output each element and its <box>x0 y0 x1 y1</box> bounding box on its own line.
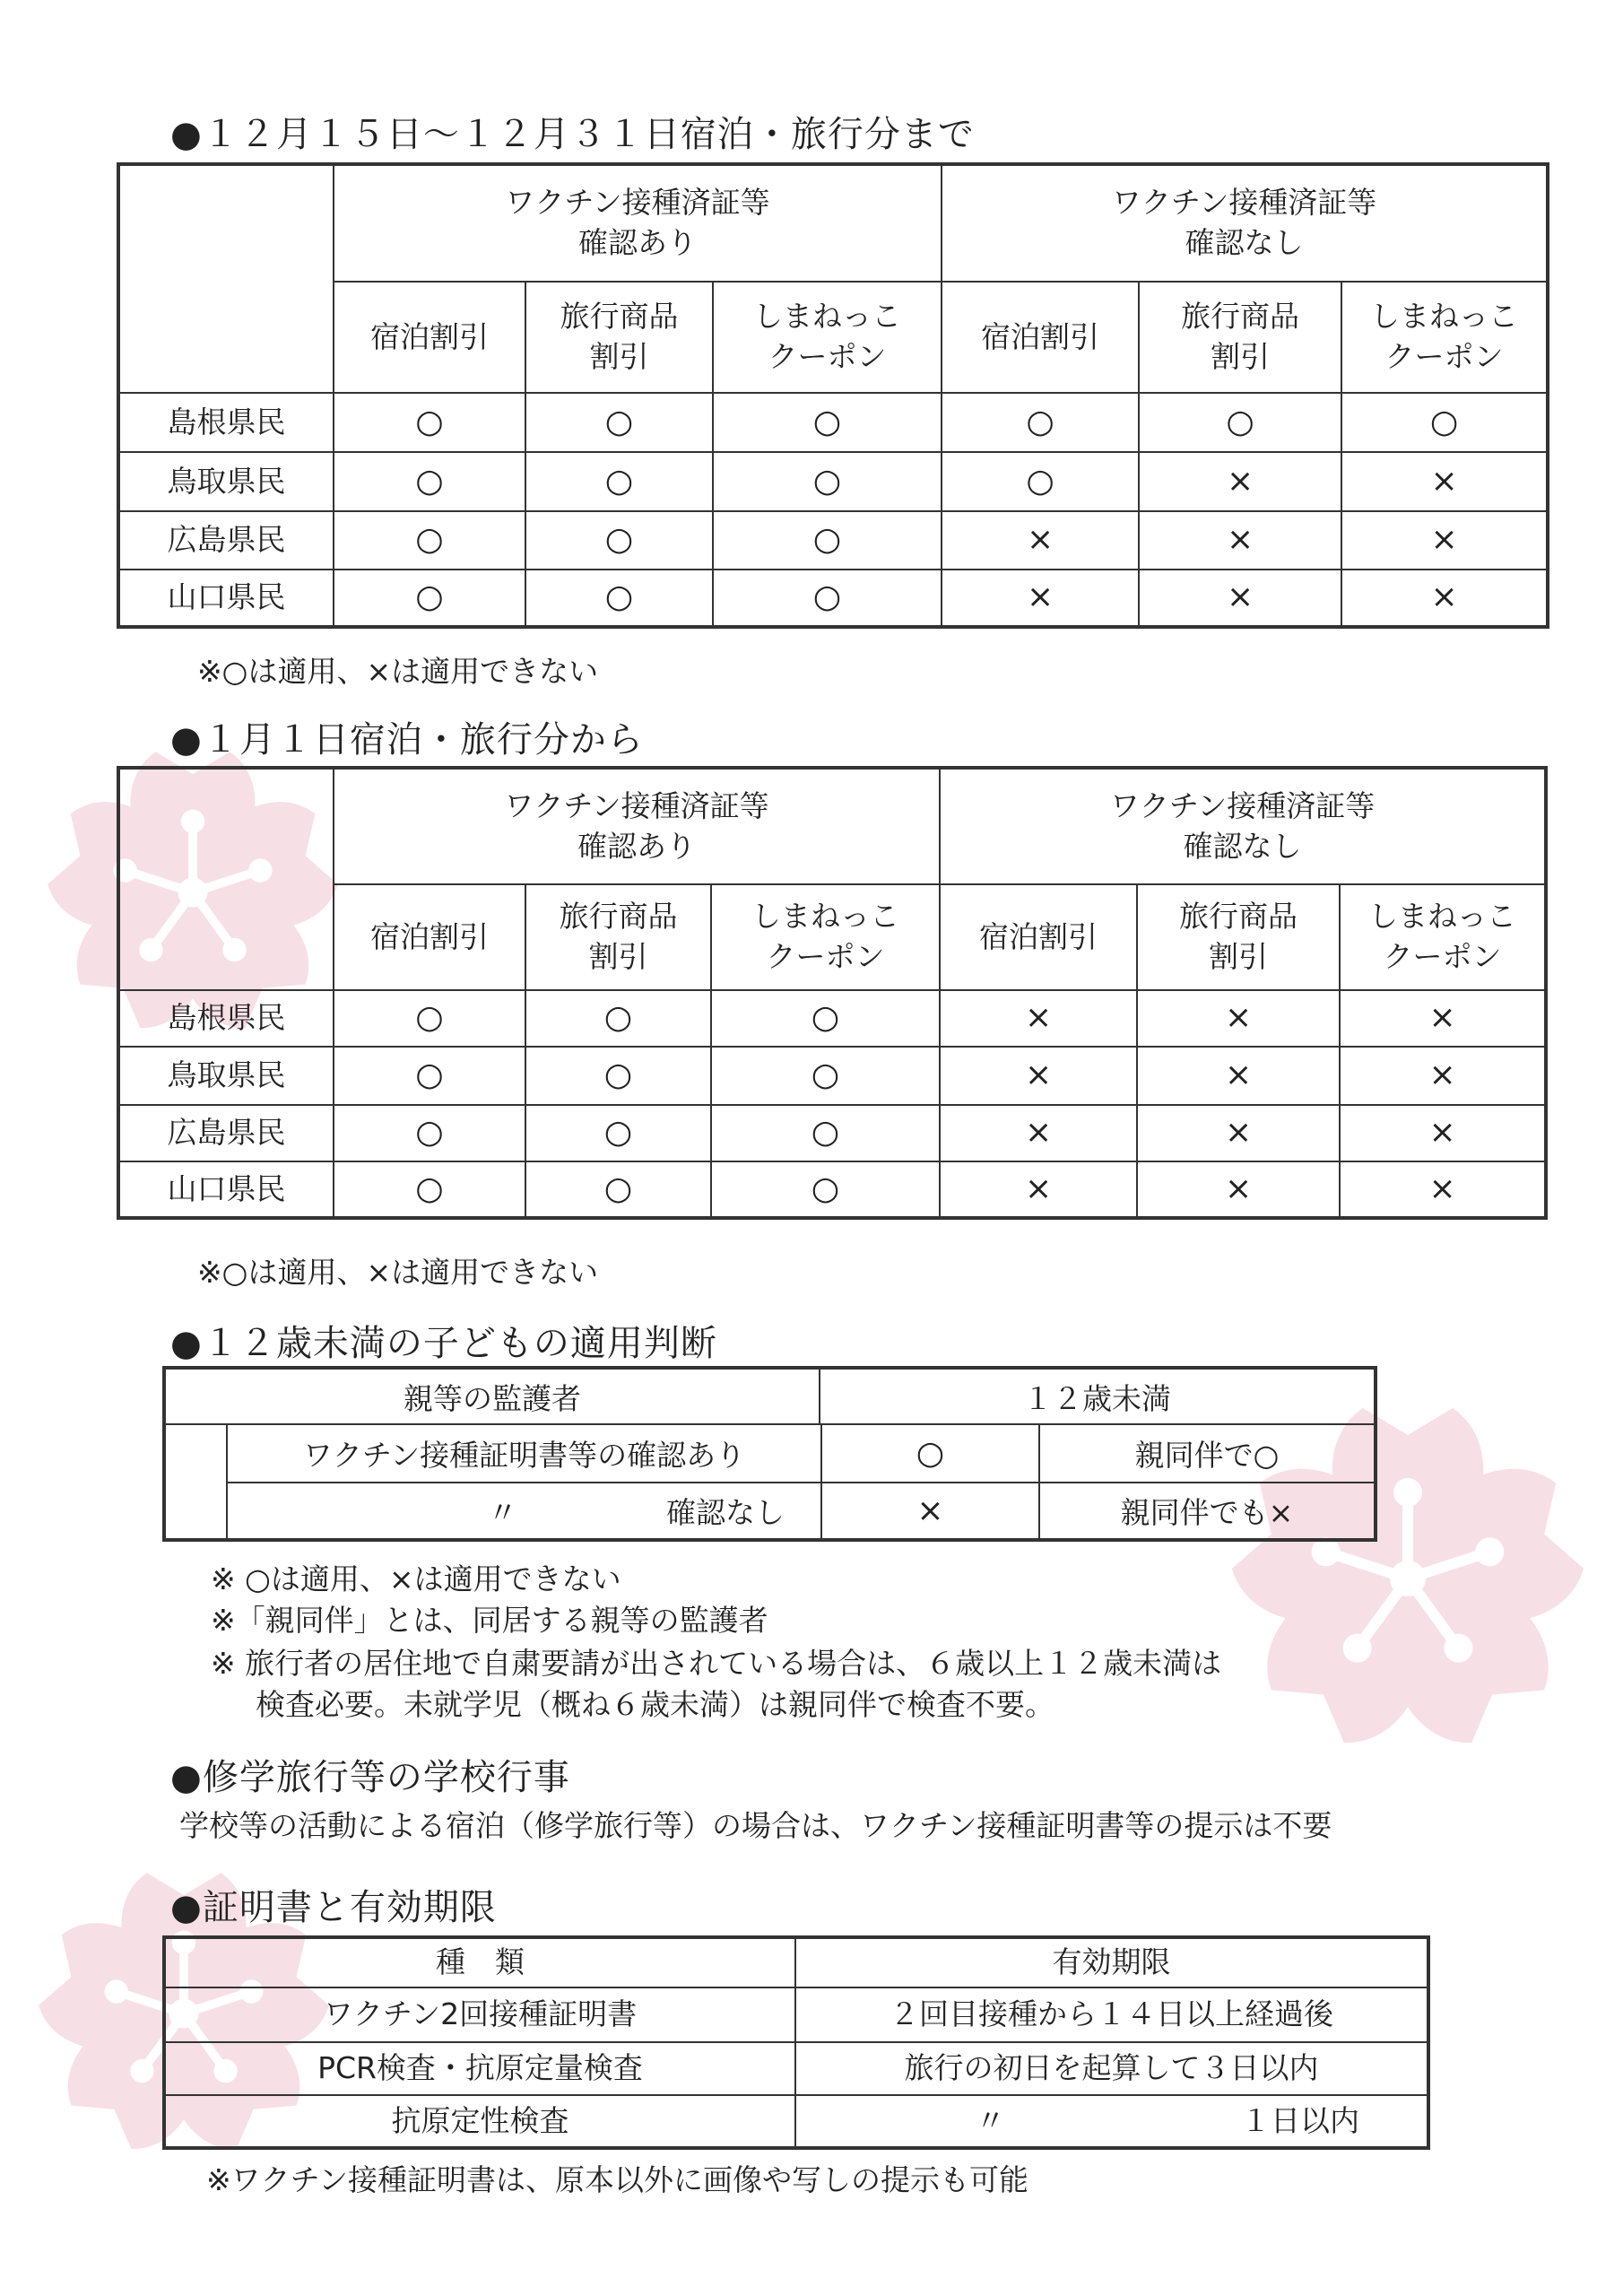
not-applicable-mark: × <box>1340 1161 1546 1218</box>
header-guardian: 親等の監護者 <box>166 1370 820 1425</box>
note-item: ※ ○は適用、×は適用できない <box>211 1561 621 1596</box>
applicable-mark: ○ <box>334 570 525 627</box>
child-result: 親同伴でも× <box>1120 1495 1294 1530</box>
prefecture-label: 島根県民 <box>118 393 334 452</box>
column-header: 旅行商品 割引 <box>525 282 713 393</box>
table-row <box>118 990 1546 1047</box>
validity-period <box>795 2095 1428 2148</box>
discount-table-dec <box>117 162 1549 629</box>
legend-note: ※○は適用、×は適用できない <box>197 1255 599 1290</box>
corner-cell <box>118 768 334 990</box>
validity-text: １日以内 <box>1241 2102 1359 2138</box>
prefecture-label: 山口県民 <box>118 570 334 627</box>
applicable-mark: ○ <box>334 393 525 452</box>
not-applicable-mark: × <box>1137 990 1340 1047</box>
prefecture-label: 鳥取県民 <box>118 1047 334 1105</box>
not-applicable-mark: × <box>1341 511 1548 570</box>
applicable-mark: ○ <box>1341 393 1548 452</box>
not-applicable-mark: × <box>1139 570 1341 627</box>
not-applicable-mark: × <box>940 990 1137 1047</box>
column-header: しまねっこ クーポン <box>713 282 942 393</box>
note-item: ※ワクチン接種証明書は、原本以外に画像や写しの提示も可能 <box>206 2162 1029 2197</box>
section-heading: ●１月１日宿泊・旅行分から <box>170 719 644 761</box>
applicable-mark: ○ <box>711 1105 940 1161</box>
table-row <box>164 1937 1428 1987</box>
child-table <box>162 1366 1377 1542</box>
group-header: ワクチン接種済証等 確認なし <box>940 768 1546 884</box>
note-item: 検査必要。未就学児（概ね６歳未満）は親同伴で検査不要。 <box>256 1687 1055 1722</box>
not-applicable-mark: × <box>940 1105 1137 1161</box>
applicable-mark: ○ <box>334 1047 525 1105</box>
applicable-mark: ○ <box>525 990 711 1047</box>
legend-note: ※○は適用、×は適用できない <box>197 654 599 689</box>
applicable-mark: ○ <box>334 990 525 1047</box>
applicable-mark: ○ <box>334 1161 525 1218</box>
corner-cell <box>118 164 334 393</box>
applicable-mark: ○ <box>713 393 942 452</box>
section-heading: ●修学旅行等の学校行事 <box>170 1757 570 1798</box>
column-header: 有効期限 <box>795 1937 1428 1987</box>
certificate-type: 抗原定性検査 <box>164 2095 795 2148</box>
condition-label: ワクチン接種証明書等の確認あり <box>302 1438 746 1473</box>
not-applicable-mark: × <box>1139 452 1341 511</box>
prefecture-label: 鳥取県民 <box>118 452 334 511</box>
section-heading: ●証明書と有効期限 <box>170 1887 497 1928</box>
applicable-mark: ○ <box>942 393 1139 452</box>
not-applicable-mark: × <box>1341 570 1548 627</box>
not-applicable-mark: × <box>942 511 1139 570</box>
applicable-mark: ○ <box>334 511 525 570</box>
certificate-type: PCR検査・抗原定量検査 <box>164 2042 795 2095</box>
table-row <box>118 452 1548 511</box>
group-header: ワクチン接種済証等 確認あり <box>334 164 942 282</box>
table-row <box>118 393 1548 452</box>
table-row <box>118 570 1548 627</box>
applicable-mark: ○ <box>525 393 713 452</box>
table-row <box>118 1105 1546 1161</box>
applicable-mark: ○ <box>1139 393 1341 452</box>
applicable-mark: ○ <box>525 511 713 570</box>
column-header: 種 類 <box>164 1937 795 1987</box>
not-applicable-mark: × <box>1340 1047 1546 1105</box>
section-heading: ●１２歳未満の子どもの適用判断 <box>170 1323 717 1364</box>
applicable-mark: ○ <box>713 511 942 570</box>
child-result: 親同伴で○ <box>1040 1425 1374 1483</box>
applicable-mark: ○ <box>525 1161 711 1218</box>
column-header: しまねっこ クーポン <box>711 884 940 990</box>
group-header: ワクチン接種済証等 確認なし <box>942 164 1548 282</box>
not-applicable-mark: × <box>1137 1047 1340 1105</box>
table-row <box>118 282 1548 393</box>
applicable-mark: ○ <box>525 570 713 627</box>
school-event-text: 学校等の活動による宿泊（修学旅行等）の場合は、ワクチン接種証明書等の提示は不要 <box>179 1808 1332 1843</box>
not-applicable-mark: × <box>942 570 1139 627</box>
note-item: ※「親同伴」とは、同居する親等の監護者 <box>211 1603 768 1638</box>
applicable-mark: ○ <box>942 452 1139 511</box>
not-applicable-mark: × <box>1137 1161 1340 1218</box>
guardian-mark: ○ <box>822 1425 1040 1483</box>
applicable-mark: ○ <box>525 1105 711 1161</box>
column-header: 旅行商品 割引 <box>1137 884 1340 990</box>
column-header: 宿泊割引 <box>940 884 1137 990</box>
discount-table-jan <box>117 766 1548 1220</box>
section-heading: ●１２月１５日～１２月３１日宿泊・旅行分まで <box>170 114 975 155</box>
prefecture-label: 島根県民 <box>118 990 334 1047</box>
group-header: ワクチン接種済証等 確認あり <box>334 768 940 884</box>
not-applicable-mark: × <box>940 1047 1137 1105</box>
validity-period: 旅行の初日を起算して３日以内 <box>795 2042 1428 2095</box>
column-header: 旅行商品 割引 <box>1139 282 1341 393</box>
table-row <box>118 511 1548 570</box>
certificate-validity-table <box>162 1935 1430 2150</box>
table-row <box>118 1047 1546 1105</box>
ditto-mark: 〃 <box>976 2102 1005 2138</box>
applicable-mark: ○ <box>711 990 940 1047</box>
applicable-mark: ○ <box>334 1105 525 1161</box>
table-row <box>118 1161 1546 1218</box>
prefecture-label: 山口県民 <box>118 1161 334 1218</box>
column-header: 宿泊割引 <box>334 282 525 393</box>
applicable-mark: ○ <box>334 452 525 511</box>
table-row <box>164 2042 1428 2095</box>
not-applicable-mark: × <box>1341 452 1548 511</box>
table-row <box>118 164 1548 282</box>
note-item: ※ 旅行者の居住地で自粛要請が出されている場合は、６歳以上１２歳未満は <box>211 1646 1222 1681</box>
table-row <box>164 1987 1428 2042</box>
column-header: 宿泊割引 <box>334 884 525 990</box>
not-applicable-mark: × <box>1340 990 1546 1047</box>
prefecture-label: 広島県民 <box>118 1105 334 1161</box>
guardian-mark: × <box>822 1483 1040 1538</box>
applicable-mark: ○ <box>713 570 942 627</box>
applicable-mark: ○ <box>713 452 942 511</box>
column-header: 旅行商品 割引 <box>525 884 711 990</box>
condition-label: 確認なし <box>666 1495 785 1530</box>
applicable-mark: ○ <box>711 1161 940 1218</box>
applicable-mark: ○ <box>525 452 713 511</box>
header-child: １２歳未満 <box>820 1370 1374 1425</box>
table-row <box>118 768 1546 884</box>
validity-period: ２回目接種から１４日以上経過後 <box>795 1987 1428 2042</box>
prefecture-label: 広島県民 <box>118 511 334 570</box>
ditto-mark: 〃 <box>488 1495 517 1530</box>
not-applicable-mark: × <box>940 1161 1137 1218</box>
not-applicable-mark: × <box>1340 1105 1546 1161</box>
applicable-mark: ○ <box>711 1047 940 1105</box>
not-applicable-mark: × <box>1139 511 1341 570</box>
column-header: しまねっこ クーポン <box>1341 282 1548 393</box>
column-header: 宿泊割引 <box>942 282 1139 393</box>
table-row <box>164 2095 1428 2148</box>
certificate-type: ワクチン2回接種証明書 <box>164 1987 795 2042</box>
not-applicable-mark: × <box>1137 1105 1340 1161</box>
column-header: しまねっこ クーポン <box>1340 884 1546 990</box>
applicable-mark: ○ <box>525 1047 711 1105</box>
